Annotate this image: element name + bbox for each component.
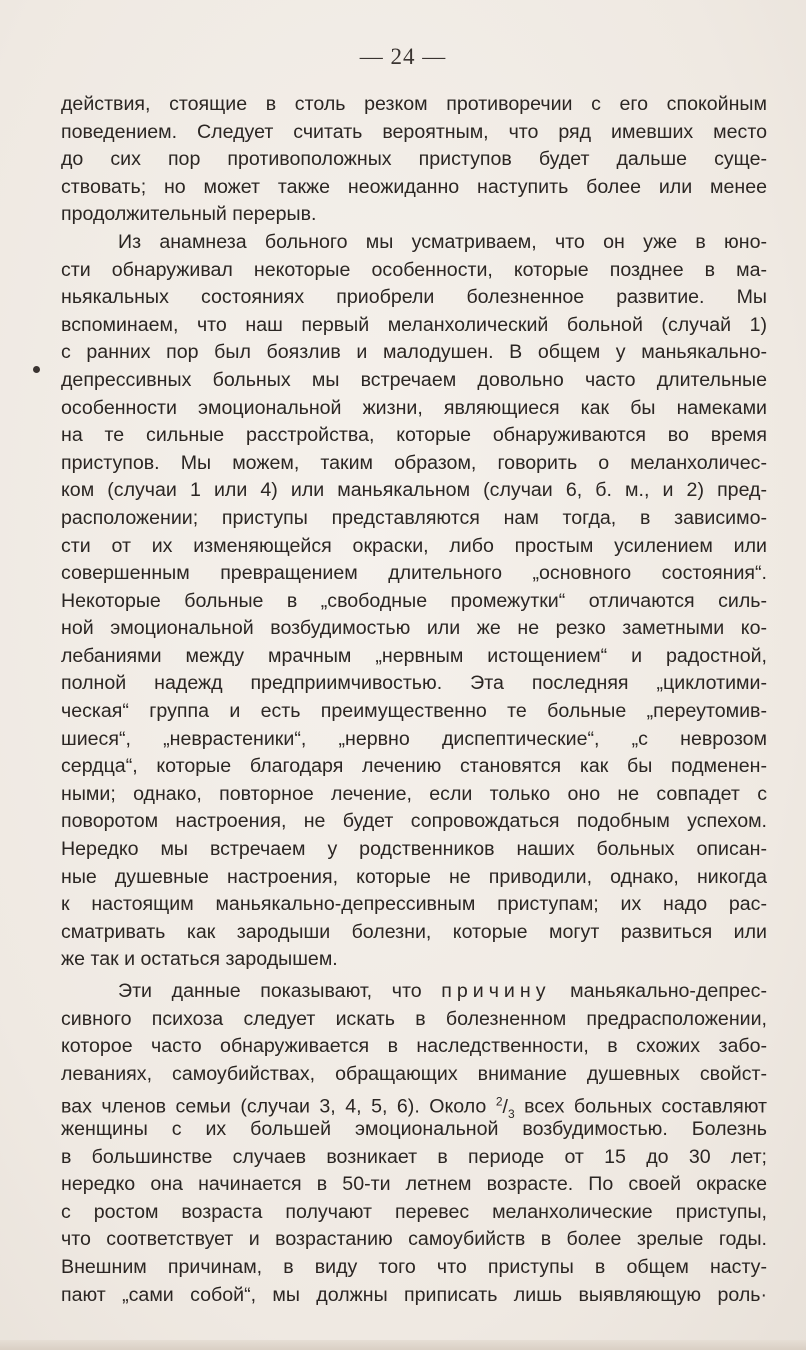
paragraph-3 — [61, 978, 767, 1309]
text-line: нередко она начинается в 50-ти летнем возрасте. По своей окраске — [61, 1173, 767, 1196]
text-line: на те сильные расстройства, которые обнаруживаются во время — [61, 424, 767, 447]
text-line: совершенным превращением длительного „основного состояния“. — [61, 562, 767, 585]
text-line: ческая“ группа и есть преимущественно те больные „переутомив- — [61, 700, 767, 723]
text-fragment: Эти данные показывают, что — [118, 980, 422, 1002]
text-line: Некоторые больные в „свободные промежутки“ отличаются силь- — [61, 589, 767, 612]
text-line: расположении; приступы представляются нам тогда, в зависимо- — [61, 506, 767, 529]
text-line: которое часто обнаруживается в наследственности, в схожих забо- — [61, 1035, 767, 1058]
text-line: Внешним причинам, в виду того что приступы в общем насту- — [61, 1255, 767, 1278]
text-line: что соответствует и возрастанию самоубийств в более зрелые годы. — [61, 1228, 767, 1251]
text-line: в большинстве случаев возникает в периоде от 15 до 30 лет; — [61, 1145, 767, 1168]
text-line: сивного психоза следует искать в болезненном предрасположении, — [61, 1007, 767, 1030]
text-line: пают „сами собой“, мы должны приписать лишь выявляющую роль· — [61, 1283, 767, 1306]
text-line: к настоящим маньякально-депрессивным приступам; их надо рас- — [61, 893, 767, 916]
text-line: депрессивных больных мы встречаем довольно часто длительные — [61, 368, 767, 391]
fraction: $^2/_3$ — [495, 1094, 515, 1121]
text-line: ной эмоциональной возбудимостью или же не резко заметными ко- — [61, 617, 767, 640]
text-line — [61, 1088, 767, 1121]
paragraph-2 — [61, 229, 767, 974]
text-line: ньякальных состояниях приобрели болезненное развитие. Мы — [61, 286, 767, 309]
text-line: шиеся“, „неврастеники“, „нервно диспептические“, „с неврозом — [61, 727, 767, 750]
text-line: ствовать; но может также неожиданно наступить более или менее — [61, 175, 767, 198]
text-line: ком (случаи 1 или 4) или маньякальном (случаи 6, б. м., и 2) пред- — [61, 479, 767, 502]
spaced-emphasis: причину — [441, 980, 551, 1002]
fraction-numerator: 2 — [495, 1094, 503, 1109]
text-line: лебаниями между мрачным „нервным истощением“ и радостной, — [61, 644, 767, 667]
text-fragment: всех больных составляют — [524, 1095, 767, 1118]
body-text — [61, 91, 767, 1309]
text-line: особенности эмоциональной жизни, являющиеся как бы намеками — [61, 396, 767, 419]
text-line: с ранних пор был боязлив и малодушен. В общем у маньякально- — [61, 341, 767, 364]
text-line: до сих пор противоположных приступов будет дальше суще- — [61, 148, 767, 171]
text-line: Нередко мы встречаем у родственников наших больных описан- — [61, 838, 767, 861]
text-line: леваниях, самоубийствах, обращающих внимание душевных свойст- — [61, 1062, 767, 1085]
fraction-denominator: 3 — [507, 1106, 515, 1121]
text-line: же так и остаться зародышем. — [61, 948, 338, 971]
text-line: женщины с их большей эмоциональной возбудимостью. Болезнь — [61, 1117, 767, 1140]
text-line: сматривать как зародыши болезни, которые могут развиться или — [61, 920, 767, 943]
page-number: — 24 — — [359, 44, 447, 69]
text-line: поведением. Следует считать вероятным, что ряд имевших место — [61, 120, 767, 143]
text-line: сти от их изменяющейся окраски, либо простым усилением или — [61, 534, 767, 557]
ink-dot-mark — [33, 366, 40, 373]
text-line: сти обнаруживал некоторые особенности, которые позднее в ма- — [61, 258, 767, 281]
paragraph-1 — [61, 91, 767, 229]
page-bottom-edge — [0, 1340, 806, 1350]
text-line: полной надежд предприимчивостью. Эта последняя „циклотими- — [61, 672, 767, 695]
text-fragment: вах членов семьи (случаи 3, 4, 5, 6). Около — [61, 1095, 487, 1118]
text-line: приступов. Мы можем, таким образом, говорить о меланхоличес- — [61, 451, 767, 474]
text-line: ные душевные настроения, которые не приводили, однако, никогда — [61, 865, 767, 888]
text-line: сердца“, которые благодаря лечению становятся как бы подменен- — [61, 755, 767, 778]
text-line: ными; однако, повторное лечение, если только оно не совпадет с — [61, 782, 767, 805]
text-line: поворотом настроения, не будет сопровождаться подобным успехом. — [61, 810, 767, 833]
text-line: Из анамнеза больного мы усматриваем, что он уже в юно- — [118, 230, 767, 253]
text-line: вспоминаем, что наш первый меланхолический больной (случай 1) — [61, 313, 767, 336]
text-line: действия, стоящие в столь резком противоречии с его спокойным — [61, 93, 767, 115]
text-line — [61, 978, 767, 1006]
text-fragment: маньякально-депрес- — [570, 980, 768, 1002]
text-line: продолжительный перерыв. — [61, 203, 317, 226]
text-line: с ростом возраста получают перевес меланхолические приступы, — [61, 1200, 767, 1223]
